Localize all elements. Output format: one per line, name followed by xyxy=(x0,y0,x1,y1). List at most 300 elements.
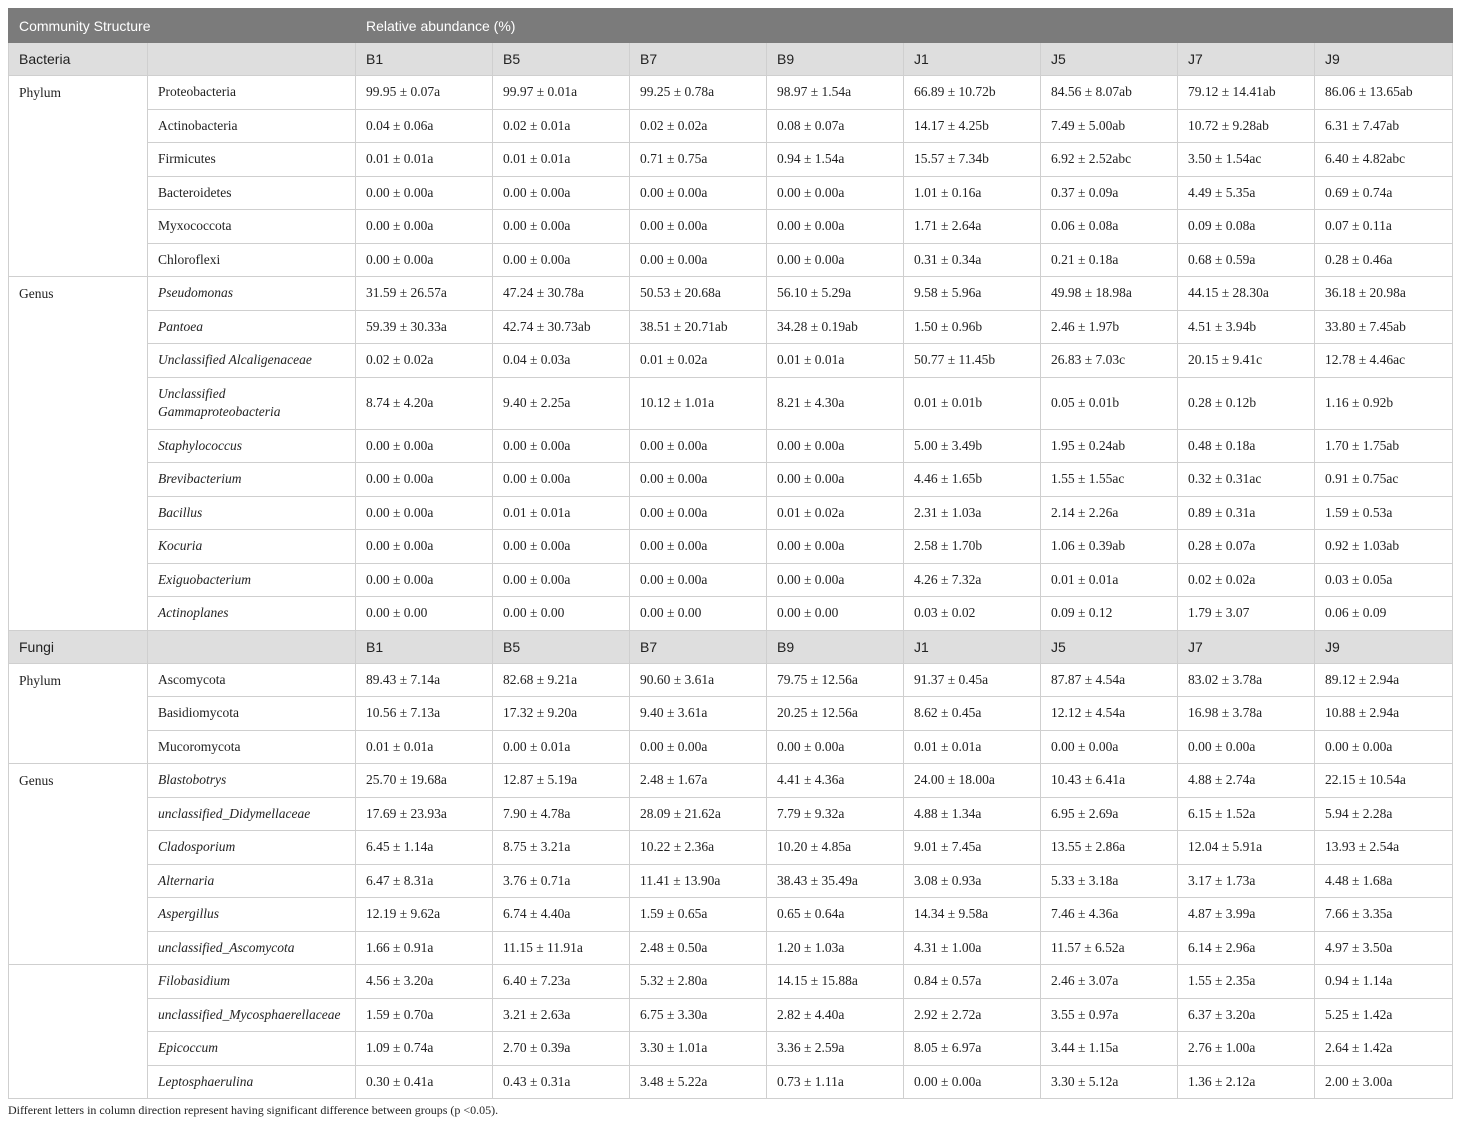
value-cell-b1: 6.47 ± 8.31a xyxy=(356,864,493,898)
value-cell-j5: 84.56 ± 8.07ab xyxy=(1041,76,1178,110)
value-cell-b9: 20.25 ± 12.56a xyxy=(767,697,904,731)
table-row xyxy=(9,831,1453,865)
taxon-name: Brevibacterium xyxy=(148,463,356,497)
value-cell-b5: 0.00 ± 0.00a xyxy=(493,463,630,497)
value-cell-j5: 3.44 ± 1.15a xyxy=(1041,1032,1178,1066)
value-cell-j1: 14.17 ± 4.25b xyxy=(904,109,1041,143)
fungi-phylum-category: Phylum xyxy=(9,663,148,764)
value-cell-j9: 4.97 ± 3.50a xyxy=(1315,931,1453,965)
value-cell-j1: 0.03 ± 0.02 xyxy=(904,597,1041,631)
value-cell-b1: 0.00 ± 0.00a xyxy=(356,496,493,530)
value-cell-j9: 2.64 ± 1.42a xyxy=(1315,1032,1453,1066)
value-cell-j5: 1.95 ± 0.24ab xyxy=(1041,429,1178,463)
value-cell-j1: 9.01 ± 7.45a xyxy=(904,831,1041,865)
value-cell-j5: 0.00 ± 0.00a xyxy=(1041,730,1178,764)
value-cell-b5: 6.74 ± 4.40a xyxy=(493,898,630,932)
value-cell-b7: 0.00 ± 0.00a xyxy=(630,730,767,764)
value-cell-j5: 0.05 ± 0.01b xyxy=(1041,377,1178,429)
value-cell-j9: 10.88 ± 2.94a xyxy=(1315,697,1453,731)
value-cell-j1: 4.31 ± 1.00a xyxy=(904,931,1041,965)
value-cell-b1: 0.00 ± 0.00a xyxy=(356,429,493,463)
taxon-name: Actinobacteria xyxy=(148,109,356,143)
value-cell-b5: 0.00 ± 0.00a xyxy=(493,210,630,244)
value-cell-b9: 8.21 ± 4.30a xyxy=(767,377,904,429)
fungi-other-category xyxy=(9,965,148,1099)
value-cell-j5: 7.49 ± 5.00ab xyxy=(1041,109,1178,143)
value-cell-b7: 0.00 ± 0.00a xyxy=(630,243,767,277)
value-cell-b9: 0.73 ± 1.11a xyxy=(767,1065,904,1099)
value-cell-b5: 8.75 ± 3.21a xyxy=(493,831,630,865)
table-row xyxy=(9,530,1453,564)
taxon-name: Mucoromycota xyxy=(148,730,356,764)
value-cell-b5: 0.04 ± 0.03a xyxy=(493,344,630,378)
value-cell-b5: 11.15 ± 11.91a xyxy=(493,931,630,965)
value-cell-j1: 4.26 ± 7.32a xyxy=(904,563,1041,597)
value-cell-j1: 2.31 ± 1.03a xyxy=(904,496,1041,530)
value-cell-j1: 1.50 ± 0.96b xyxy=(904,310,1041,344)
value-cell-j9: 22.15 ± 10.54a xyxy=(1315,764,1453,798)
value-cell-b1: 0.00 ± 0.00a xyxy=(356,243,493,277)
value-cell-j9: 0.92 ± 1.03ab xyxy=(1315,530,1453,564)
table-row xyxy=(9,931,1453,965)
value-cell-j5: 2.46 ± 3.07a xyxy=(1041,965,1178,999)
community-structure-header: Community Structure xyxy=(9,9,356,43)
taxon-name: Filobasidium xyxy=(148,965,356,999)
value-cell-j5: 7.46 ± 4.36a xyxy=(1041,898,1178,932)
value-cell-j7: 4.87 ± 3.99a xyxy=(1178,898,1315,932)
value-cell-b1: 1.66 ± 0.91a xyxy=(356,931,493,965)
bacteria-phylum-category: Phylum xyxy=(9,76,148,277)
value-cell-b9: 1.20 ± 1.03a xyxy=(767,931,904,965)
value-cell-b9: 0.00 ± 0.00a xyxy=(767,530,904,564)
value-cell-j7: 6.15 ± 1.52a xyxy=(1178,797,1315,831)
value-cell-j1: 66.89 ± 10.72b xyxy=(904,76,1041,110)
column-header-b7: B7 xyxy=(630,43,767,76)
bacteria-section-row xyxy=(9,43,1453,76)
value-cell-b1: 0.00 ± 0.00a xyxy=(356,210,493,244)
fungi-genus-category: Genus xyxy=(9,764,148,965)
value-cell-j5: 1.55 ± 1.55ac xyxy=(1041,463,1178,497)
empty-cell xyxy=(148,630,356,663)
taxon-name: Ascomycota xyxy=(148,663,356,697)
column-header-j9: J9 xyxy=(1315,630,1453,663)
table-row xyxy=(9,344,1453,378)
table-row xyxy=(9,563,1453,597)
value-cell-j7: 79.12 ± 14.41ab xyxy=(1178,76,1315,110)
value-cell-b9: 3.36 ± 2.59a xyxy=(767,1032,904,1066)
value-cell-b5: 0.02 ± 0.01a xyxy=(493,109,630,143)
value-cell-b1: 4.56 ± 3.20a xyxy=(356,965,493,999)
column-header-b9: B9 xyxy=(767,43,904,76)
table-row xyxy=(9,76,1453,110)
value-cell-b1: 17.69 ± 23.93a xyxy=(356,797,493,831)
value-cell-j9: 89.12 ± 2.94a xyxy=(1315,663,1453,697)
value-cell-b5: 47.24 ± 30.78a xyxy=(493,277,630,311)
value-cell-j5: 11.57 ± 6.52a xyxy=(1041,931,1178,965)
value-cell-j7: 4.51 ± 3.94b xyxy=(1178,310,1315,344)
fungi-section-row xyxy=(9,630,1453,663)
value-cell-b9: 14.15 ± 15.88a xyxy=(767,965,904,999)
value-cell-j1: 8.05 ± 6.97a xyxy=(904,1032,1041,1066)
taxon-name: unclassified_Didymellaceae xyxy=(148,797,356,831)
value-cell-b1: 12.19 ± 9.62a xyxy=(356,898,493,932)
value-cell-b7: 1.59 ± 0.65a xyxy=(630,898,767,932)
value-cell-b7: 28.09 ± 21.62a xyxy=(630,797,767,831)
value-cell-j5: 10.43 ± 6.41a xyxy=(1041,764,1178,798)
value-cell-b5: 0.43 ± 0.31a xyxy=(493,1065,630,1099)
value-cell-j1: 0.01 ± 0.01a xyxy=(904,730,1041,764)
fungi-section-label: Fungi xyxy=(9,630,148,663)
bacteria-genus-category: Genus xyxy=(9,277,148,631)
value-cell-b5: 99.97 ± 0.01a xyxy=(493,76,630,110)
table-row xyxy=(9,864,1453,898)
value-cell-j5: 2.14 ± 2.26a xyxy=(1041,496,1178,530)
value-cell-b7: 0.00 ± 0.00a xyxy=(630,429,767,463)
value-cell-b7: 2.48 ± 1.67a xyxy=(630,764,767,798)
value-cell-b1: 10.56 ± 7.13a xyxy=(356,697,493,731)
table-row xyxy=(9,898,1453,932)
table-row xyxy=(9,998,1453,1032)
abundance-table xyxy=(8,8,1453,1099)
value-cell-j1: 9.58 ± 5.96a xyxy=(904,277,1041,311)
table-footnote: Different letters in column direction represent having significant difference between groups (p <0.05). xyxy=(8,1103,499,1117)
taxon-name: Unclassified Alcaligenaceae xyxy=(148,344,356,378)
value-cell-j5: 13.55 ± 2.86a xyxy=(1041,831,1178,865)
value-cell-b5: 0.00 ± 0.00a xyxy=(493,563,630,597)
taxon-name: Firmicutes xyxy=(148,143,356,177)
value-cell-j7: 12.04 ± 5.91a xyxy=(1178,831,1315,865)
value-cell-j9: 1.70 ± 1.75ab xyxy=(1315,429,1453,463)
value-cell-j7: 0.28 ± 0.07a xyxy=(1178,530,1315,564)
taxon-name: Proteobacteria xyxy=(148,76,356,110)
value-cell-b1: 0.00 ± 0.00a xyxy=(356,530,493,564)
value-cell-j5: 1.06 ± 0.39ab xyxy=(1041,530,1178,564)
table-row xyxy=(9,797,1453,831)
value-cell-j9: 13.93 ± 2.54a xyxy=(1315,831,1453,865)
value-cell-j9: 0.00 ± 0.00a xyxy=(1315,730,1453,764)
value-cell-j9: 1.59 ± 0.53a xyxy=(1315,496,1453,530)
value-cell-j5: 3.55 ± 0.97a xyxy=(1041,998,1178,1032)
value-cell-j1: 50.77 ± 11.45b xyxy=(904,344,1041,378)
value-cell-b9: 0.00 ± 0.00a xyxy=(767,463,904,497)
value-cell-b1: 0.04 ± 0.06a xyxy=(356,109,493,143)
column-header-j9: J9 xyxy=(1315,43,1453,76)
value-cell-j1: 91.37 ± 0.45a xyxy=(904,663,1041,697)
value-cell-b9: 7.79 ± 9.32a xyxy=(767,797,904,831)
value-cell-b9: 0.94 ± 1.54a xyxy=(767,143,904,177)
value-cell-b9: 0.00 ± 0.00a xyxy=(767,563,904,597)
value-cell-j1: 8.62 ± 0.45a xyxy=(904,697,1041,731)
value-cell-b9: 2.82 ± 4.40a xyxy=(767,998,904,1032)
value-cell-j9: 0.07 ± 0.11a xyxy=(1315,210,1453,244)
value-cell-b7: 11.41 ± 13.90a xyxy=(630,864,767,898)
table-row xyxy=(9,210,1453,244)
table-row xyxy=(9,1032,1453,1066)
table-row xyxy=(9,965,1453,999)
taxon-name: Cladosporium xyxy=(148,831,356,865)
value-cell-j1: 0.31 ± 0.34a xyxy=(904,243,1041,277)
value-cell-b7: 3.30 ± 1.01a xyxy=(630,1032,767,1066)
value-cell-j7: 6.14 ± 2.96a xyxy=(1178,931,1315,965)
value-cell-b7: 0.01 ± 0.02a xyxy=(630,344,767,378)
value-cell-b7: 10.22 ± 2.36a xyxy=(630,831,767,865)
value-cell-j7: 2.76 ± 1.00a xyxy=(1178,1032,1315,1066)
value-cell-j7: 1.55 ± 2.35a xyxy=(1178,965,1315,999)
value-cell-b5: 0.01 ± 0.01a xyxy=(493,496,630,530)
column-header-j7: J7 xyxy=(1178,630,1315,663)
table-row xyxy=(9,697,1453,731)
abundance-table-container xyxy=(8,8,1453,1099)
taxon-name: Actinoplanes xyxy=(148,597,356,631)
value-cell-j9: 5.25 ± 1.42a xyxy=(1315,998,1453,1032)
value-cell-b7: 10.12 ± 1.01a xyxy=(630,377,767,429)
column-header-b1: B1 xyxy=(356,43,493,76)
value-cell-j1: 2.92 ± 2.72a xyxy=(904,998,1041,1032)
column-header-b9: B9 xyxy=(767,630,904,663)
table-row xyxy=(9,496,1453,530)
value-cell-b5: 3.76 ± 0.71a xyxy=(493,864,630,898)
value-cell-b7: 0.00 ± 0.00a xyxy=(630,210,767,244)
taxon-name: Unclassified Gammaproteobacteria xyxy=(148,377,356,429)
table-row xyxy=(9,143,1453,177)
value-cell-b1: 25.70 ± 19.68a xyxy=(356,764,493,798)
value-cell-j7: 0.00 ± 0.00a xyxy=(1178,730,1315,764)
value-cell-b5: 17.32 ± 9.20a xyxy=(493,697,630,731)
table-row xyxy=(9,730,1453,764)
value-cell-b7: 2.48 ± 0.50a xyxy=(630,931,767,965)
value-cell-b1: 0.02 ± 0.02a xyxy=(356,344,493,378)
value-cell-j9: 6.31 ± 7.47ab xyxy=(1315,109,1453,143)
value-cell-j7: 4.49 ± 5.35a xyxy=(1178,176,1315,210)
value-cell-b9: 0.08 ± 0.07a xyxy=(767,109,904,143)
value-cell-j9: 2.00 ± 3.00a xyxy=(1315,1065,1453,1099)
value-cell-j9: 4.48 ± 1.68a xyxy=(1315,864,1453,898)
value-cell-b1: 1.09 ± 0.74a xyxy=(356,1032,493,1066)
value-cell-b1: 89.43 ± 7.14a xyxy=(356,663,493,697)
value-cell-j5: 2.46 ± 1.97b xyxy=(1041,310,1178,344)
value-cell-b9: 38.43 ± 35.49a xyxy=(767,864,904,898)
value-cell-j1: 0.01 ± 0.01b xyxy=(904,377,1041,429)
column-header-j5: J5 xyxy=(1041,43,1178,76)
taxon-name: Exiguobacterium xyxy=(148,563,356,597)
value-cell-j9: 0.69 ± 0.74a xyxy=(1315,176,1453,210)
value-cell-j5: 87.87 ± 4.54a xyxy=(1041,663,1178,697)
table-row xyxy=(9,463,1453,497)
value-cell-j7: 44.15 ± 28.30a xyxy=(1178,277,1315,311)
table-header-row xyxy=(9,9,1453,43)
value-cell-b7: 0.00 ± 0.00a xyxy=(630,563,767,597)
value-cell-b5: 7.90 ± 4.78a xyxy=(493,797,630,831)
value-cell-b9: 0.65 ± 0.64a xyxy=(767,898,904,932)
value-cell-j1: 4.88 ± 1.34a xyxy=(904,797,1041,831)
taxon-name: Pantoea xyxy=(148,310,356,344)
value-cell-b5: 12.87 ± 5.19a xyxy=(493,764,630,798)
value-cell-b5: 6.40 ± 7.23a xyxy=(493,965,630,999)
value-cell-b9: 0.00 ± 0.00a xyxy=(767,730,904,764)
value-cell-b9: 0.00 ± 0.00a xyxy=(767,176,904,210)
value-cell-j1: 1.01 ± 0.16a xyxy=(904,176,1041,210)
value-cell-b9: 0.00 ± 0.00a xyxy=(767,243,904,277)
value-cell-j1: 14.34 ± 9.58a xyxy=(904,898,1041,932)
table-row xyxy=(9,310,1453,344)
table-row xyxy=(9,597,1453,631)
value-cell-b1: 0.00 ± 0.00a xyxy=(356,176,493,210)
value-cell-j9: 5.94 ± 2.28a xyxy=(1315,797,1453,831)
value-cell-b1: 99.95 ± 0.07a xyxy=(356,76,493,110)
value-cell-j5: 0.01 ± 0.01a xyxy=(1041,563,1178,597)
value-cell-b9: 79.75 ± 12.56a xyxy=(767,663,904,697)
value-cell-b1: 0.01 ± 0.01a xyxy=(356,143,493,177)
value-cell-j7: 1.36 ± 2.12a xyxy=(1178,1065,1315,1099)
value-cell-b9: 34.28 ± 0.19ab xyxy=(767,310,904,344)
value-cell-j7: 20.15 ± 9.41c xyxy=(1178,344,1315,378)
value-cell-b9: 0.01 ± 0.02a xyxy=(767,496,904,530)
value-cell-j5: 0.09 ± 0.12 xyxy=(1041,597,1178,631)
value-cell-j7: 4.88 ± 2.74a xyxy=(1178,764,1315,798)
relative-abundance-header: Relative abundance (%) xyxy=(356,9,1453,43)
value-cell-j1: 15.57 ± 7.34b xyxy=(904,143,1041,177)
taxon-name: Basidiomycota xyxy=(148,697,356,731)
value-cell-b5: 0.00 ± 0.00a xyxy=(493,429,630,463)
value-cell-b9: 98.97 ± 1.54a xyxy=(767,76,904,110)
value-cell-j7: 3.50 ± 1.54ac xyxy=(1178,143,1315,177)
value-cell-b5: 0.00 ± 0.00a xyxy=(493,243,630,277)
value-cell-b7: 3.48 ± 5.22a xyxy=(630,1065,767,1099)
value-cell-b1: 31.59 ± 26.57a xyxy=(356,277,493,311)
value-cell-b7: 0.02 ± 0.02a xyxy=(630,109,767,143)
value-cell-b5: 0.00 ± 0.01a xyxy=(493,730,630,764)
value-cell-j1: 0.00 ± 0.00a xyxy=(904,1065,1041,1099)
value-cell-j5: 0.06 ± 0.08a xyxy=(1041,210,1178,244)
value-cell-j5: 5.33 ± 3.18a xyxy=(1041,864,1178,898)
value-cell-j9: 1.16 ± 0.92b xyxy=(1315,377,1453,429)
table-row xyxy=(9,243,1453,277)
table-row xyxy=(9,764,1453,798)
value-cell-b9: 10.20 ± 4.85a xyxy=(767,831,904,865)
table-row xyxy=(9,429,1453,463)
value-cell-j5: 0.37 ± 0.09a xyxy=(1041,176,1178,210)
column-header-b5: B5 xyxy=(493,43,630,76)
value-cell-j9: 6.40 ± 4.82abc xyxy=(1315,143,1453,177)
value-cell-b9: 0.00 ± 0.00a xyxy=(767,210,904,244)
value-cell-j5: 26.83 ± 7.03c xyxy=(1041,344,1178,378)
table-row xyxy=(9,109,1453,143)
table-row xyxy=(9,377,1453,429)
value-cell-j7: 0.28 ± 0.12b xyxy=(1178,377,1315,429)
taxon-name: Myxococcota xyxy=(148,210,356,244)
value-cell-j1: 24.00 ± 18.00a xyxy=(904,764,1041,798)
value-cell-j7: 6.37 ± 3.20a xyxy=(1178,998,1315,1032)
value-cell-b5: 0.00 ± 0.00a xyxy=(493,530,630,564)
taxon-name: Alternaria xyxy=(148,864,356,898)
value-cell-j9: 0.06 ± 0.09 xyxy=(1315,597,1453,631)
bacteria-section-label: Bacteria xyxy=(9,43,148,76)
value-cell-b5: 9.40 ± 2.25a xyxy=(493,377,630,429)
column-header-j5: J5 xyxy=(1041,630,1178,663)
value-cell-b9: 0.01 ± 0.01a xyxy=(767,344,904,378)
value-cell-b7: 0.00 ± 0.00a xyxy=(630,496,767,530)
value-cell-j9: 33.80 ± 7.45ab xyxy=(1315,310,1453,344)
value-cell-b7: 0.00 ± 0.00a xyxy=(630,463,767,497)
taxon-name: Pseudomonas xyxy=(148,277,356,311)
value-cell-j9: 0.03 ± 0.05a xyxy=(1315,563,1453,597)
taxon-name: unclassified_Ascomycota xyxy=(148,931,356,965)
value-cell-j7: 0.48 ± 0.18a xyxy=(1178,429,1315,463)
column-header-b1: B1 xyxy=(356,630,493,663)
value-cell-j9: 0.28 ± 0.46a xyxy=(1315,243,1453,277)
value-cell-j9: 12.78 ± 4.46ac xyxy=(1315,344,1453,378)
value-cell-b1: 6.45 ± 1.14a xyxy=(356,831,493,865)
value-cell-j9: 0.94 ± 1.14a xyxy=(1315,965,1453,999)
value-cell-b5: 2.70 ± 0.39a xyxy=(493,1032,630,1066)
taxon-name: Bacillus xyxy=(148,496,356,530)
value-cell-j1: 3.08 ± 0.93a xyxy=(904,864,1041,898)
value-cell-b7: 0.00 ± 0.00a xyxy=(630,530,767,564)
value-cell-b5: 42.74 ± 30.73ab xyxy=(493,310,630,344)
taxon-name: Epicoccum xyxy=(148,1032,356,1066)
value-cell-b5: 0.01 ± 0.01a xyxy=(493,143,630,177)
value-cell-j5: 0.21 ± 0.18a xyxy=(1041,243,1178,277)
value-cell-b1: 0.01 ± 0.01a xyxy=(356,730,493,764)
value-cell-j5: 6.92 ± 2.52abc xyxy=(1041,143,1178,177)
table-row xyxy=(9,176,1453,210)
value-cell-b1: 0.00 ± 0.00a xyxy=(356,563,493,597)
value-cell-b7: 9.40 ± 3.61a xyxy=(630,697,767,731)
table-row xyxy=(9,277,1453,311)
value-cell-j1: 2.58 ± 1.70b xyxy=(904,530,1041,564)
value-cell-b7: 6.75 ± 3.30a xyxy=(630,998,767,1032)
taxon-name: unclassified_Mycosphaerellaceae xyxy=(148,998,356,1032)
value-cell-j9: 36.18 ± 20.98a xyxy=(1315,277,1453,311)
value-cell-j5: 49.98 ± 18.98a xyxy=(1041,277,1178,311)
value-cell-j1: 4.46 ± 1.65b xyxy=(904,463,1041,497)
value-cell-j7: 83.02 ± 3.78a xyxy=(1178,663,1315,697)
value-cell-j9: 86.06 ± 13.65ab xyxy=(1315,76,1453,110)
empty-cell xyxy=(148,43,356,76)
column-header-b5: B5 xyxy=(493,630,630,663)
value-cell-j5: 12.12 ± 4.54a xyxy=(1041,697,1178,731)
taxon-name: Chloroflexi xyxy=(148,243,356,277)
value-cell-b1: 0.30 ± 0.41a xyxy=(356,1065,493,1099)
value-cell-b1: 0.00 ± 0.00a xyxy=(356,463,493,497)
table-row xyxy=(9,1065,1453,1099)
value-cell-b1: 0.00 ± 0.00 xyxy=(356,597,493,631)
value-cell-b5: 0.00 ± 0.00a xyxy=(493,176,630,210)
value-cell-j1: 0.84 ± 0.57a xyxy=(904,965,1041,999)
value-cell-b1: 1.59 ± 0.70a xyxy=(356,998,493,1032)
value-cell-j1: 1.71 ± 2.64a xyxy=(904,210,1041,244)
value-cell-b9: 0.00 ± 0.00a xyxy=(767,429,904,463)
taxon-name: Kocuria xyxy=(148,530,356,564)
value-cell-j9: 0.91 ± 0.75ac xyxy=(1315,463,1453,497)
value-cell-j7: 16.98 ± 3.78a xyxy=(1178,697,1315,731)
column-header-j1: J1 xyxy=(904,43,1041,76)
value-cell-j7: 0.02 ± 0.02a xyxy=(1178,563,1315,597)
value-cell-j7: 3.17 ± 1.73a xyxy=(1178,864,1315,898)
value-cell-j7: 10.72 ± 9.28ab xyxy=(1178,109,1315,143)
value-cell-b7: 0.00 ± 0.00a xyxy=(630,176,767,210)
value-cell-b7: 5.32 ± 2.80a xyxy=(630,965,767,999)
value-cell-b9: 4.41 ± 4.36a xyxy=(767,764,904,798)
value-cell-b7: 99.25 ± 0.78a xyxy=(630,76,767,110)
value-cell-j7: 0.89 ± 0.31a xyxy=(1178,496,1315,530)
table-row xyxy=(9,663,1453,697)
taxon-name: Bacteroidetes xyxy=(148,176,356,210)
column-header-j1: J1 xyxy=(904,630,1041,663)
column-header-j7: J7 xyxy=(1178,43,1315,76)
taxon-name: Staphylococcus xyxy=(148,429,356,463)
value-cell-b7: 50.53 ± 20.68a xyxy=(630,277,767,311)
